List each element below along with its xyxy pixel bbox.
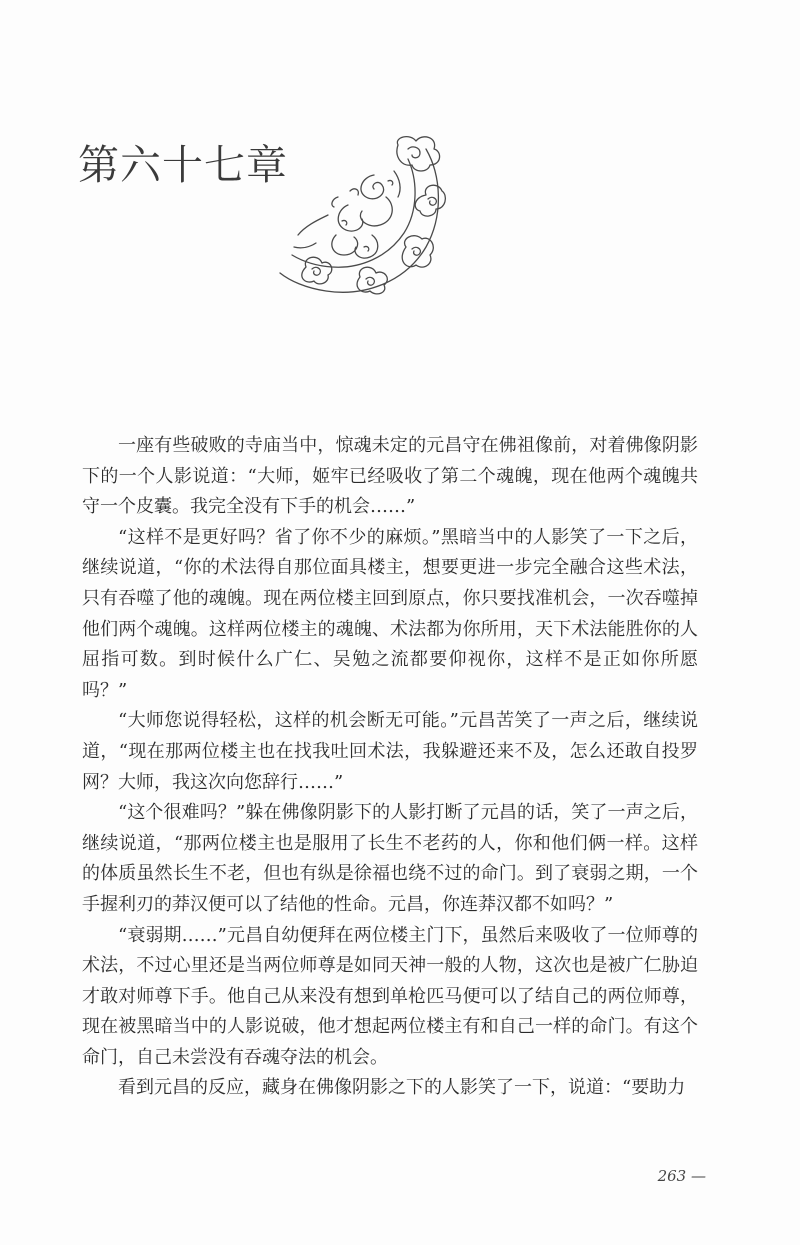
chapter-header (78, 135, 408, 315)
paragraph-2: “这样不是更好吗？省了你不少的麻烦。”黑暗当中的人影笑了一下之后，继续说道，“你的术法得自那位面具楼主，想要更进一步完全融合这些术法，只有吞噬了他的魂魄。现在两位楼主回到原点，你只要找准机会，一次吞噬掉他们两个魂魄。这样两位楼主的魂魄、术法都为你所用，天下术法能胜你的人屈指可数。到时候什么广仁、吴勉之流都要仰视你，这样不是正如你所愿吗？” (82, 526, 698, 701)
cloud-ornament-icon (276, 135, 448, 297)
page-number: 263 — (657, 1167, 706, 1185)
paragraph-4: “这个很难吗？”躲在佛像阴影下的人影打断了元昌的话，笑了一声之后，继续说道，“那两位楼主也是服用了长生不老药的人，你和他们俩一样。这样的体质虽然长生不老，但也有纵是徐福也绕不过的命门。到了衰弱之期，一个手握利刃的莽汉便可以了结他的性命。元昌，你连莽汉都不如吗？” (82, 802, 698, 915)
paragraph-6: 看到元昌的反应，藏身在佛像阴影之下的人影笑了一下，说道：“要助力 (118, 1077, 686, 1099)
paragraph-3: “大师您说得轻松，这样的机会断无可能。”元昌苦笑了一声之后，继续说道，“现在那两位楼主也在找我吐回术法，我躲避还来不及，怎么还敢自投罗网？大师，我这次向您辞行……” (82, 710, 698, 793)
paragraph-1: 一座有些破败的寺庙当中，惊魂未定的元昌守在佛祖像前，对着佛像阴影下的一个人影说道：“大师，姬牢已经吸收了第二个魂魄，现在他两个魂魄共守一个皮囊。我完全没有下手的机会……” (82, 435, 698, 518)
paragraph-5: “衰弱期……”元昌自幼便拜在两位楼主门下，虽然后来吸收了一位师尊的术法，不过心里还是当两位师尊是如同天神一般的人物，这次也是被广仁胁迫才敢对师尊下手。他自己从来没有想到单枪匹马便可以了结自己的两位师尊，现在被黑暗当中的人影说破，他才想起两位楼主有和自己一样的命门。有这个命门，自己未尝没有吞魂夺法的机会。 (82, 924, 698, 1068)
chapter-body (82, 431, 698, 1104)
chapter-title: 第六十七章 (78, 141, 288, 189)
